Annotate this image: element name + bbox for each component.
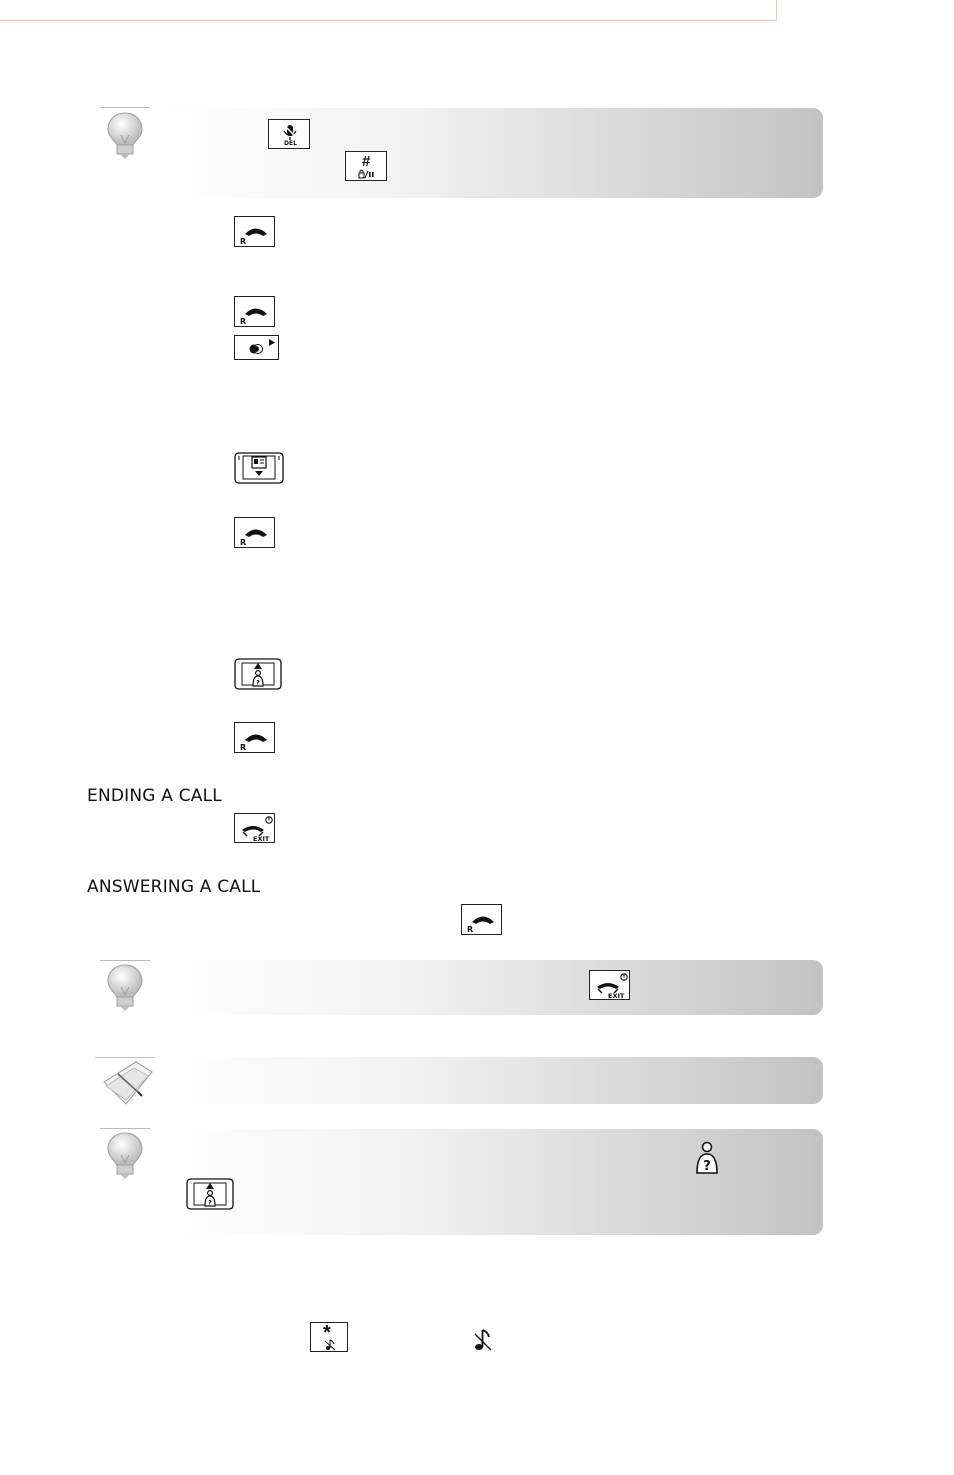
end-exit-key-icon bbox=[589, 970, 630, 1000]
note-panel bbox=[160, 1057, 823, 1104]
del-key-label: DEL bbox=[284, 140, 297, 147]
star-ringer-key-icon bbox=[310, 1322, 348, 1352]
phonebook-down-key-icon bbox=[233, 451, 285, 485]
hash-symbol: # bbox=[362, 153, 371, 170]
section-heading-ending-call: ENDING A CALL bbox=[87, 786, 222, 806]
r-key-label: R bbox=[240, 538, 247, 547]
hash-lock-key-icon bbox=[345, 151, 387, 181]
person-question-icon bbox=[694, 1141, 720, 1175]
panel-rule bbox=[100, 960, 150, 961]
panel-rule bbox=[95, 1057, 155, 1058]
intercom-up-key-icon bbox=[233, 657, 283, 691]
page-top-rule bbox=[0, 20, 776, 21]
section-heading-answering-call: ANSWERING A CALL bbox=[87, 877, 261, 897]
svg-text:?: ? bbox=[703, 1159, 711, 1174]
lightbulb-icon bbox=[105, 110, 145, 160]
svg-text:?: ? bbox=[256, 679, 260, 687]
exit-key-label: EXIT bbox=[608, 992, 625, 1000]
lightbulb-icon bbox=[105, 962, 145, 1012]
end-exit-key-icon bbox=[234, 813, 275, 843]
talk-r-key-icon bbox=[234, 517, 275, 548]
intercom-up-key-icon bbox=[185, 1177, 235, 1211]
r-key-label: R bbox=[467, 925, 474, 934]
lightbulb-icon bbox=[105, 1130, 145, 1180]
r-key-label: R bbox=[240, 743, 247, 752]
svg-text:?: ? bbox=[208, 1199, 212, 1207]
exit-key-label: EXIT bbox=[253, 835, 270, 843]
page-corner-rule bbox=[776, 0, 777, 21]
tip-panel-3 bbox=[160, 1129, 823, 1235]
tip-panel-1 bbox=[160, 108, 823, 198]
note-icon bbox=[96, 1060, 158, 1108]
mute-del-key-icon bbox=[268, 119, 310, 149]
r-key-label: R bbox=[240, 317, 247, 326]
r-key-label: R bbox=[240, 237, 247, 246]
talk-r-key-icon bbox=[234, 216, 275, 247]
talk-r-key-icon bbox=[234, 722, 275, 753]
panel-rule bbox=[100, 1128, 150, 1129]
panel-rule bbox=[100, 107, 150, 108]
talk-r-key-icon bbox=[461, 904, 502, 935]
talk-r-key-icon bbox=[234, 296, 275, 327]
menu-ok-key-icon bbox=[234, 335, 279, 360]
tip-panel-2 bbox=[160, 960, 823, 1015]
music-note-icon bbox=[472, 1326, 494, 1352]
star-symbol: * bbox=[323, 1322, 331, 1344]
